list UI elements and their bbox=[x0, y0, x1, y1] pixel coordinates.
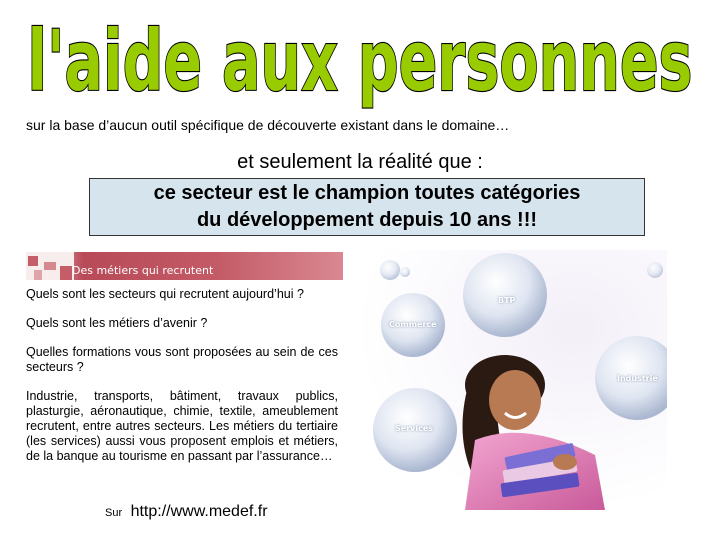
source-prefix: Sur bbox=[105, 507, 123, 519]
question-jobs: Quels sont les métiers d’avenir ? bbox=[26, 316, 208, 330]
bubble-small-1 bbox=[380, 260, 400, 280]
bubble-label-btp: BTP bbox=[498, 296, 516, 305]
illustration-photo bbox=[355, 250, 667, 510]
banner-label: Des métiers qui recrutent bbox=[72, 264, 214, 277]
bubble-small-3 bbox=[647, 262, 663, 278]
bubble-label-services: Services bbox=[395, 424, 434, 433]
lead-text: et seulement la réalité que : bbox=[237, 151, 483, 173]
highlight-line-1: ce secteur est le champion toutes catégories bbox=[153, 182, 581, 204]
page-title-text: l'aide aux personnes bbox=[27, 12, 693, 110]
answer-paragraph: Industrie, transports, bâtiment, travaux publics, plasturgie, aéronautique, chimie, textile, ameublement recrutent, entre autres secteurs. Les métiers du tertiaire (les services) aussi vous proposent emplois et métiers, de la banque au tourisme en passant par l’assurance… bbox=[26, 389, 338, 463]
bubble-label-industrie: Industrie bbox=[617, 374, 658, 383]
question-training: Quelles formations vous sont proposées au sein de ces secteurs ? bbox=[26, 345, 338, 374]
intro-text: sur la base d’aucun outil spécifique de découverte existant dans le domaine… bbox=[26, 117, 510, 133]
text-column bbox=[26, 287, 338, 478]
source-url: http://www.medef.fr bbox=[130, 503, 268, 520]
bubble-small-2 bbox=[400, 267, 410, 277]
bubble-label-commerce: Commerce bbox=[389, 320, 437, 329]
page-title bbox=[0, 12, 720, 112]
question-sectors: Quels sont les secteurs qui recrutent aujourd’hui ? bbox=[26, 287, 304, 301]
source-line bbox=[105, 503, 268, 521]
face bbox=[489, 370, 541, 430]
section-banner bbox=[26, 252, 343, 280]
highlight-box bbox=[89, 178, 645, 236]
hand bbox=[553, 454, 577, 470]
highlight-line-2: du développement depuis 10 ans !!! bbox=[196, 209, 538, 231]
bubble-btp bbox=[463, 253, 547, 337]
banner-decoration bbox=[26, 252, 74, 280]
